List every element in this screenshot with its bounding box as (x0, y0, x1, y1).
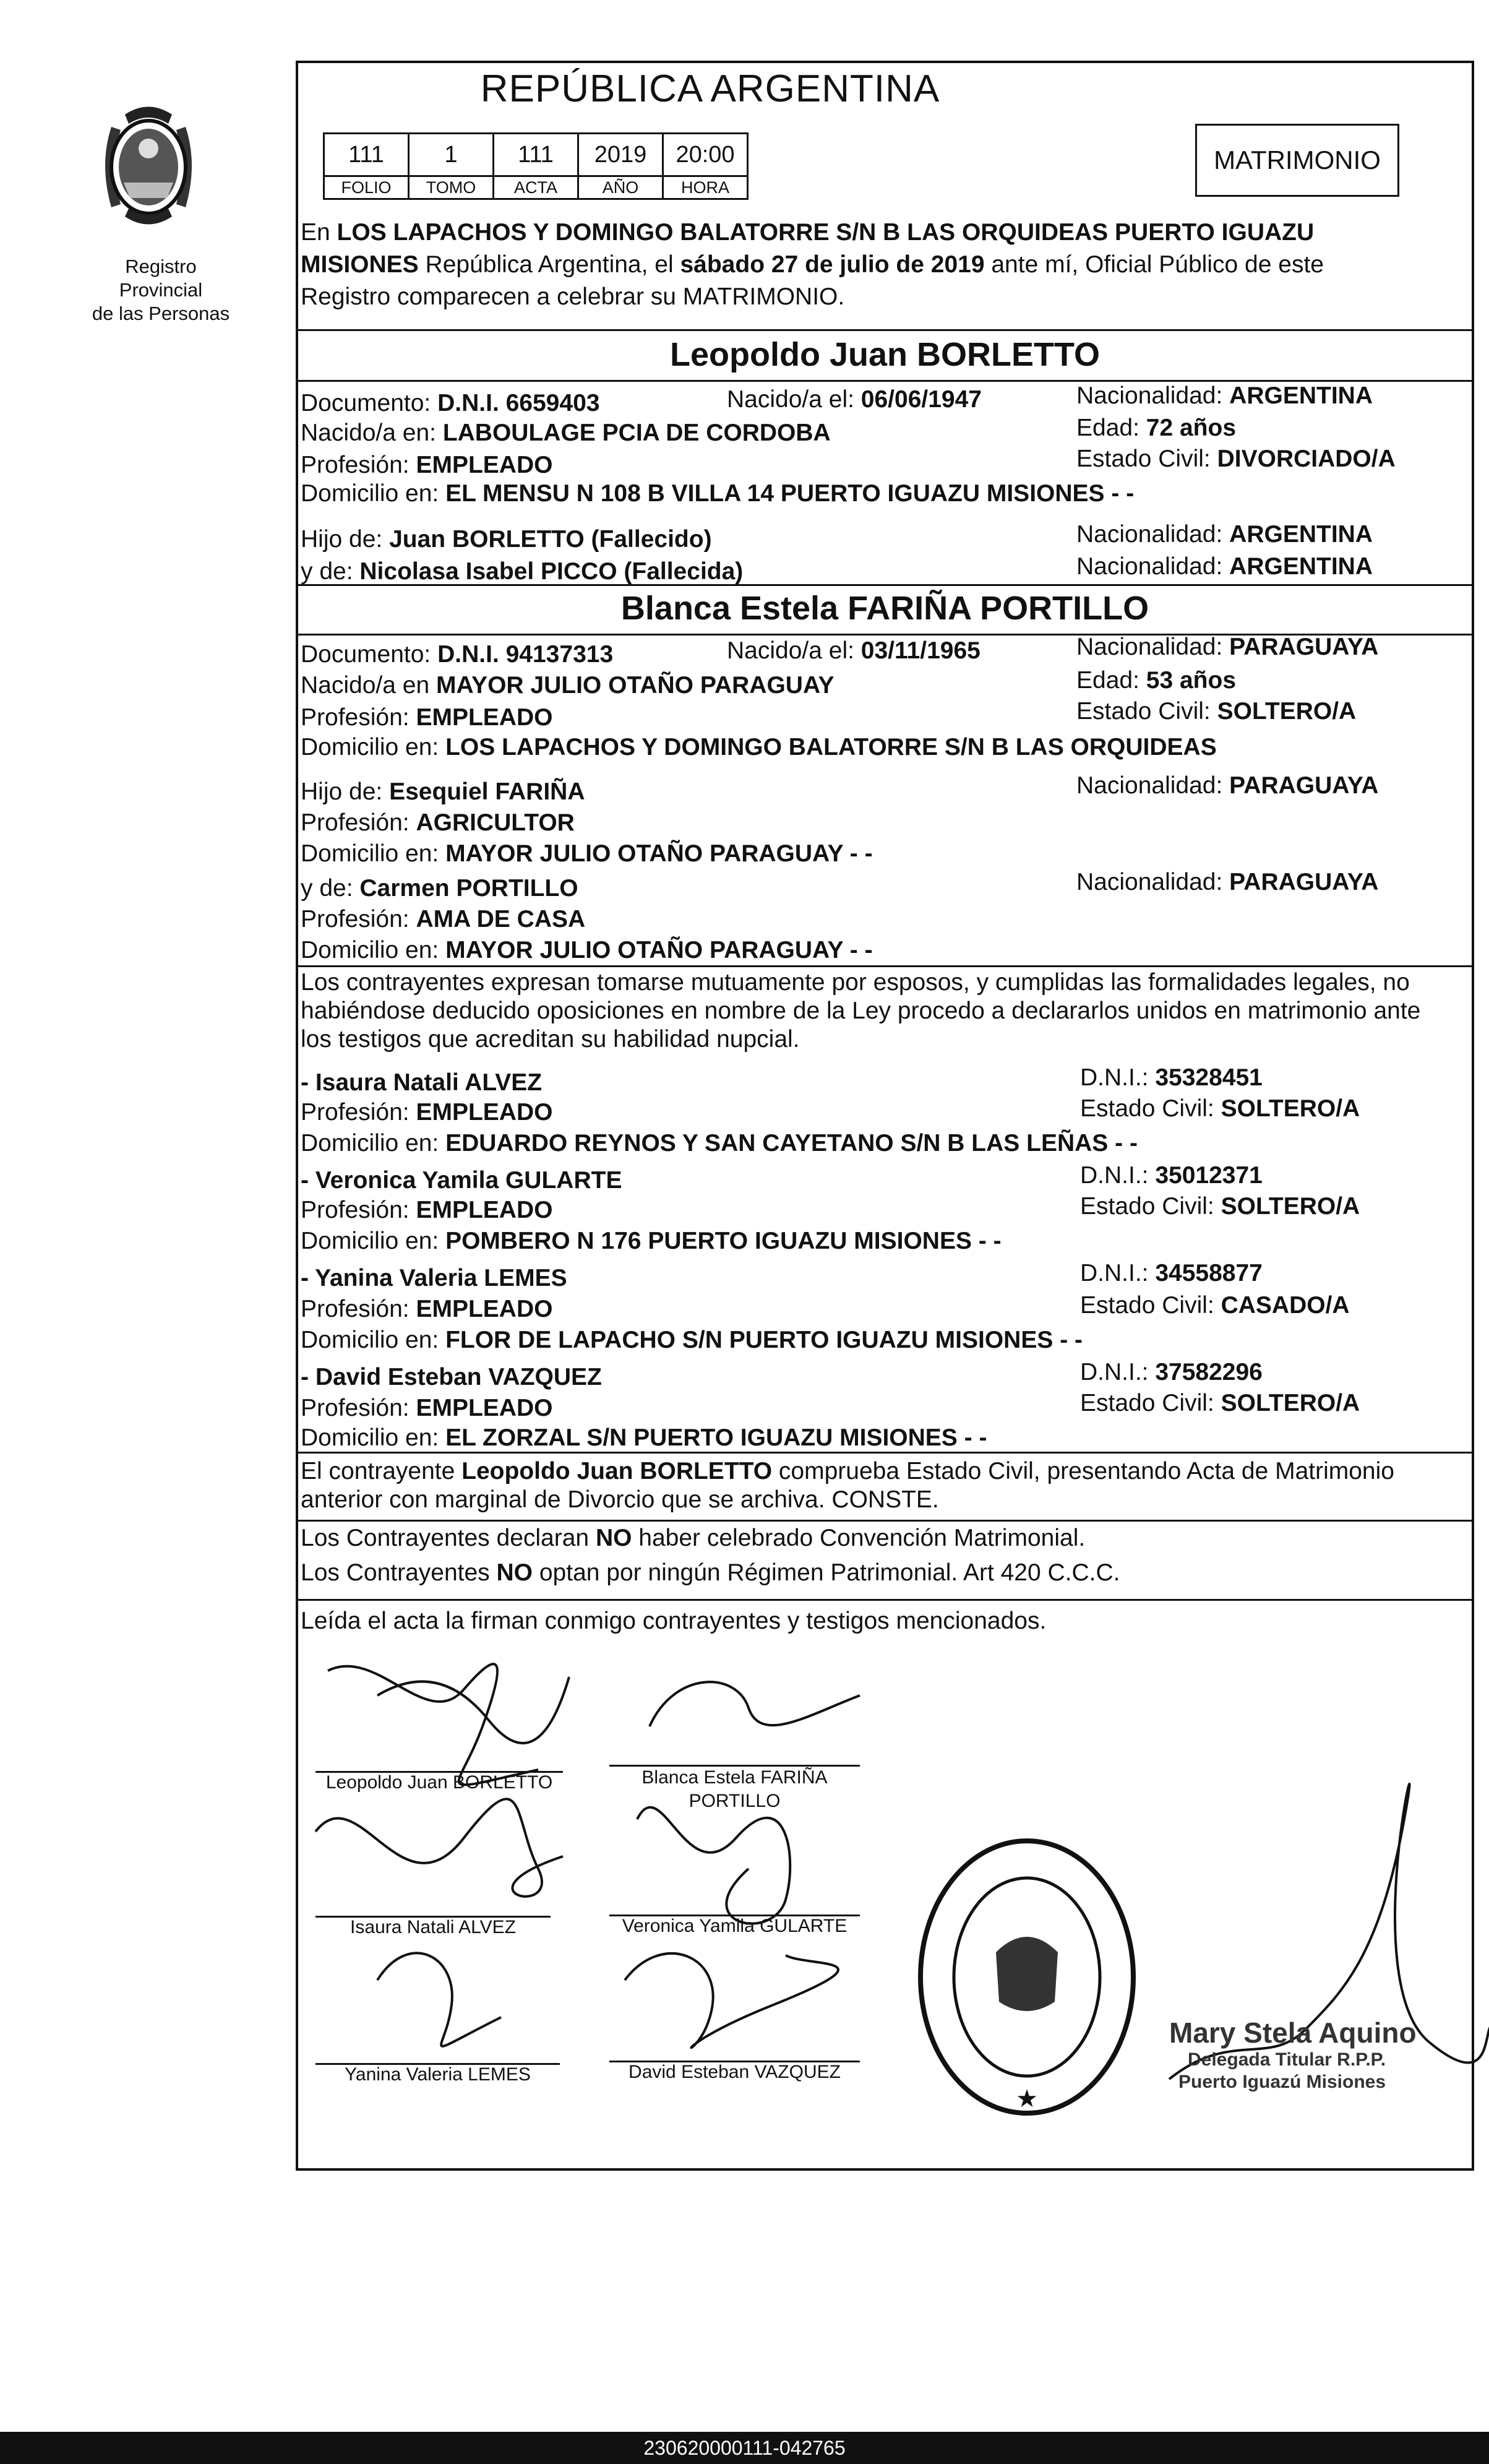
logo-caption-line1: Registro Provincial (119, 256, 203, 301)
value: 35328451 (1155, 1064, 1263, 1091)
value: NO (496, 1559, 533, 1586)
groom-father-nationality (1076, 519, 1373, 551)
label: Estado Civil: (1080, 1095, 1221, 1122)
provincia-misiones-emblem-icon (87, 90, 210, 244)
witness-civil-status (1080, 1093, 1360, 1125)
acta-value: 111 (494, 134, 578, 176)
signature-line (609, 1765, 860, 1767)
label: Nacionalidad: (1076, 634, 1230, 660)
label: Domicilio en: (301, 1327, 446, 1353)
intro-place2: MISIONES (301, 251, 419, 278)
intro-prefix: En (301, 219, 337, 246)
declaration-line2: habiéndose deducido oposiciones en nombre de la Ley procedo a declararlos unidos en matrimonio ante (301, 997, 1421, 1024)
witness-civil-status (1080, 1191, 1360, 1223)
label: Domicilio en: (301, 734, 446, 760)
value: DIVORCIADO/A (1217, 446, 1396, 472)
anio-value: 2019 (578, 134, 663, 176)
value: PARAGUAYA (1229, 869, 1379, 895)
label: Domicilio en: (301, 1228, 446, 1254)
witness-address (301, 1324, 1083, 1356)
witness-dni (1080, 1160, 1263, 1192)
witness-address (301, 1127, 1138, 1160)
label: Domicilio en: (301, 1130, 446, 1157)
witness-dni (1080, 1062, 1263, 1094)
page-title: REPÚBLICA ARGENTINA (480, 67, 940, 110)
text: El contrayente (301, 1458, 462, 1484)
value: EL ZORZAL S/N PUERTO IGUAZU MISIONES - - (445, 1424, 987, 1451)
witness-profession (301, 1096, 552, 1129)
value: 03/11/1965 (860, 637, 981, 664)
groom-mother (301, 556, 743, 588)
bride-document (301, 639, 613, 671)
label: Profesión: (301, 1296, 416, 1322)
witness-civil-status (1080, 1290, 1350, 1322)
label: Estado Civil: (1080, 1390, 1221, 1416)
label: Nacionalidad: (1076, 521, 1230, 548)
label: Nacido/a el: (727, 637, 861, 664)
tomo-label: TOMO (409, 176, 494, 199)
bride-father-nationality (1076, 770, 1378, 802)
tomo-value: 1 (409, 134, 494, 176)
value: Leopoldo Juan BORLETTO (461, 1458, 773, 1484)
label: Profesión: (301, 452, 416, 478)
registry-table (323, 132, 749, 200)
label: Estado Civil: (1080, 1292, 1221, 1319)
bride-address (301, 731, 1217, 764)
value: MAYOR JULIO OTAÑO PARAGUAY (436, 672, 835, 699)
signature-label: Veronica Yamila GULARTE (622, 1916, 847, 1936)
label: Edad: (1076, 415, 1146, 441)
note-regime (301, 1557, 1120, 1589)
value: 72 años (1146, 415, 1237, 441)
value: CASADO/A (1221, 1292, 1350, 1319)
witness-profession (301, 1293, 552, 1325)
groom-birthplace (301, 417, 831, 449)
value: 37582296 (1155, 1359, 1263, 1385)
label: Hijo de: (301, 526, 390, 553)
label: Documento: (301, 390, 438, 416)
value: EDUARDO REYNOS Y SAN CAYETANO S/N B LAS LEÑAS - - (445, 1130, 1138, 1157)
value: D.N.I. 94137313 (437, 641, 614, 668)
value: EMPLEADO (416, 704, 553, 731)
signature-label: Blanca Estela FARIÑA (642, 1767, 828, 1788)
hora-value: 20:00 (663, 134, 748, 176)
text: haber celebrado Convención Matrimonial. (632, 1525, 1086, 1551)
value: EMPLEADO (416, 452, 553, 478)
signature-label: PORTILLO (689, 1791, 781, 1811)
officer-role: Delegada Titular R.P.P. (1188, 2049, 1386, 2070)
label: Hijo de: (301, 778, 390, 805)
logo-caption-line2: de las Personas (92, 303, 230, 324)
label: Domicilio en: (301, 480, 446, 507)
signature-scribble-4 (637, 1807, 790, 1924)
label: Nacido/a en: (301, 420, 443, 446)
officer-place: Puerto Iguazú Misiones (1178, 2072, 1386, 2092)
value: EMPLEADO (416, 1099, 553, 1126)
bride-civil-status (1076, 696, 1356, 728)
value: LABOULAGE PCIA DE CORDOBA (442, 420, 831, 446)
divider (296, 1520, 1474, 1522)
label: Nacionalidad: (1076, 382, 1230, 409)
groom-born-date (727, 384, 982, 416)
value: Nicolasa Isabel PICCO (Fallecida) (359, 558, 744, 585)
witness-name (301, 1361, 602, 1394)
bride-age (1076, 665, 1236, 697)
value: SOLTERO/A (1221, 1193, 1360, 1220)
intro-place: LOS LAPACHOS Y DOMINGO BALATORRE S/N B LAS ORQUIDEAS PUERTO IGUAZU (337, 219, 1315, 246)
label: Estado Civil: (1076, 698, 1217, 725)
text: comprueba Estado Civil, presentando Acta de Matrimonio (772, 1458, 1394, 1484)
acta-label: ACTA (494, 176, 578, 199)
bride-birthplace (301, 670, 835, 702)
divider (296, 584, 1474, 586)
note-divorce-line1 (301, 1455, 1394, 1488)
bride-born-date (727, 635, 981, 667)
divider (296, 1599, 1474, 1601)
label: D.N.I.: (1080, 1162, 1156, 1189)
witness-name (301, 1067, 542, 1099)
value: ARGENTINA (1229, 382, 1373, 409)
value: SOLTERO/A (1217, 698, 1357, 725)
intro-date: sábado 27 de julio de 2019 (680, 251, 985, 278)
label: Nacionalidad: (1076, 869, 1230, 895)
groom-civil-status (1076, 443, 1396, 475)
divider (296, 329, 1474, 331)
groom-mother-nationality (1076, 551, 1373, 583)
value: EL MENSU N 108 B VILLA 14 PUERTO IGUAZU MISIONES - - (445, 480, 1135, 507)
hora-label: HORA (663, 176, 748, 199)
value: AGRICULTOR (416, 809, 575, 836)
label: Nacido/a el: (727, 386, 861, 413)
groom-father (301, 523, 712, 556)
bride-father-profession (301, 807, 575, 839)
signature-scribble-2 (650, 1682, 860, 1726)
value: SOLTERO/A (1221, 1390, 1360, 1416)
value: 35012371 (1155, 1162, 1263, 1189)
label: Domicilio en: (301, 937, 446, 963)
label: Domicilio en: (301, 1424, 446, 1451)
anio-label: AÑO (578, 176, 663, 199)
text: Los Contrayentes declaran (301, 1525, 596, 1551)
value: 34558877 (1155, 1260, 1263, 1286)
value: D.N.I. 6659403 (437, 390, 600, 416)
note-signature-statement: Leída el acta la firman conmigo contrayentes y testigos mencionados. (301, 1608, 1047, 1634)
label: Profesión: (301, 1197, 416, 1223)
label: Nacido/a en (301, 672, 436, 699)
label: y de: (301, 875, 360, 902)
value: EMPLEADO (416, 1197, 553, 1223)
value: LOS LAPACHOS Y DOMINGO BALATORRE S/N B LAS ORQUIDEAS (445, 734, 1217, 760)
groom-nationality (1076, 380, 1373, 412)
value: MAYOR JULIO OTAÑO PARAGUAY - - (445, 840, 873, 867)
value: EMPLEADO (416, 1395, 553, 1421)
intro-text2: República Argentina, el (418, 251, 680, 278)
value: - David Esteban VAZQUEZ (301, 1364, 602, 1390)
intro-line2 (301, 249, 1324, 281)
declaration-line1: Los contrayentes expresan tomarse mutuamente por esposos, y cumplidas las formalidades legales, no (301, 969, 1410, 996)
label: D.N.I.: (1080, 1064, 1156, 1091)
folio-value: 111 (324, 134, 409, 176)
signature-scribble-3 (315, 1799, 563, 1896)
officer-name: Mary Stela Aquino (1169, 2017, 1417, 2049)
bride-mother-address (301, 934, 873, 967)
label: Domicilio en: (301, 840, 446, 867)
value: NO (595, 1525, 632, 1551)
value: 06/06/1947 (860, 386, 982, 413)
bride-nationality (1076, 631, 1378, 663)
bride-mother-nationality (1076, 866, 1378, 898)
value: POMBERO N 176 PUERTO IGUAZU MISIONES - - (445, 1228, 1002, 1254)
label: Documento: (301, 641, 438, 668)
svg-text:★: ★ (1016, 2085, 1038, 2113)
intro-line1 (301, 217, 1314, 249)
value: SOLTERO/A (1221, 1095, 1360, 1122)
value: EMPLEADO (416, 1296, 553, 1322)
note-divorce-line2: anterior con marginal de Divorcio que se archiva. CONSTE. (301, 1486, 939, 1513)
groom-age (1076, 412, 1236, 444)
bride-mother-profession (301, 903, 585, 936)
bride-profession (301, 702, 552, 734)
folio-label: FOLIO (324, 176, 409, 199)
witness-address (301, 1422, 987, 1454)
value: ARGENTINA (1229, 521, 1373, 548)
signature-label: Leopoldo Juan BORLETTO (325, 1772, 553, 1793)
signature-scribble-6 (625, 1954, 838, 2048)
note-convention (301, 1522, 1085, 1554)
groom-name: Leopoldo Juan BORLETTO (670, 336, 1100, 373)
label: Estado Civil: (1076, 446, 1217, 472)
registry-logo (87, 90, 235, 325)
witness-name (301, 1262, 567, 1294)
label: Profesión: (301, 704, 416, 731)
label: Nacionalidad: (1076, 553, 1230, 580)
signature-scribble-5 (377, 1953, 501, 2046)
witness-civil-status (1080, 1387, 1360, 1419)
label: y de: (301, 558, 360, 585)
document-code: 230620000111-042765 (0, 2432, 1489, 2464)
value: ARGENTINA (1229, 553, 1373, 580)
label: Profesión: (301, 809, 416, 836)
bride-mother (301, 872, 578, 905)
value: - Isaura Natali ALVEZ (301, 1069, 543, 1096)
label: Nacionalidad: (1076, 772, 1230, 799)
label: Profesión: (301, 1099, 416, 1126)
act-type-box: MATRIMONIO (1195, 124, 1399, 197)
text: Los Contrayentes (301, 1559, 497, 1586)
divider (296, 1452, 1474, 1454)
label: Estado Civil: (1080, 1193, 1221, 1220)
signature-label: Isaura Natali ALVEZ (350, 1917, 516, 1937)
witness-name (301, 1165, 622, 1197)
label: Profesión: (301, 906, 416, 933)
label: Profesión: (301, 1395, 416, 1421)
value: Carmen PORTILLO (359, 875, 578, 902)
value: Juan BORLETTO (Fallecido) (389, 526, 712, 553)
signature-label: David Esteban VAZQUEZ (629, 2062, 841, 2082)
groom-profession (301, 449, 552, 481)
witness-address (301, 1225, 1002, 1257)
bride-name: Blanca Estela FARIÑA PORTILLO (620, 590, 1149, 627)
groom-document (301, 387, 599, 420)
value: AMA DE CASA (416, 906, 586, 933)
official-seal-icon (916, 1835, 1138, 2129)
groom-address (301, 478, 1134, 510)
value: PARAGUAYA (1229, 634, 1379, 660)
label: D.N.I.: (1080, 1260, 1156, 1286)
witness-profession (301, 1392, 552, 1424)
label: Edad: (1076, 667, 1146, 694)
witness-dni (1080, 1356, 1263, 1389)
value: Esequiel FARIÑA (389, 778, 585, 805)
bride-father (301, 776, 585, 808)
signature-label: Yanina Valeria LEMES (345, 2064, 531, 2085)
value: 53 años (1146, 667, 1237, 694)
label: D.N.I.: (1080, 1359, 1156, 1385)
text: optan por ningún Régimen Patrimonial. Art 420 C.C.C. (533, 1559, 1120, 1586)
bride-father-address (301, 838, 873, 870)
value: MAYOR JULIO OTAÑO PARAGUAY - - (445, 937, 873, 963)
value: PARAGUAYA (1229, 772, 1379, 799)
value: - Yanina Valeria LEMES (301, 1265, 567, 1291)
value: - Veronica Yamila GULARTE (301, 1167, 622, 1194)
witness-dni (1080, 1257, 1263, 1290)
declaration-line3: los testigos que acreditan su habilidad nupcial. (301, 1026, 800, 1053)
signature-scribble-1b (377, 1677, 569, 1743)
witness-profession (301, 1194, 552, 1226)
intro-text3: ante mí, Oficial Público de este (984, 251, 1324, 278)
intro-line3: Registro comparecen a celebrar su MATRIMONIO. (301, 283, 845, 310)
value: FLOR DE LAPACHO S/N PUERTO IGUAZU MISIONES - - (445, 1327, 1083, 1353)
